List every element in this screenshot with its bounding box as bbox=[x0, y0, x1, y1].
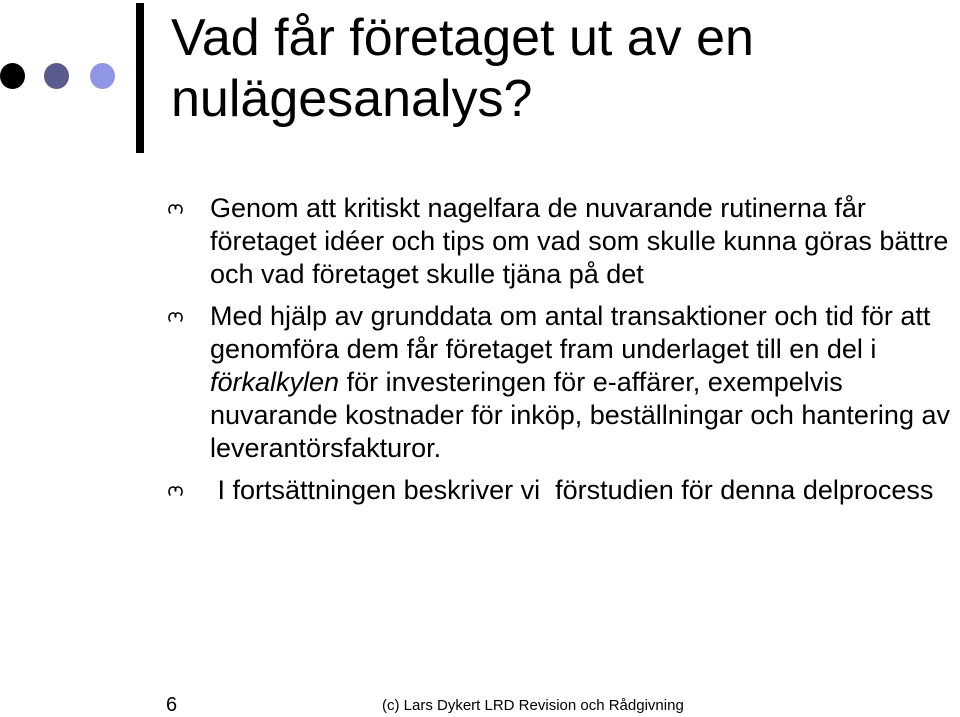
bullet-item bbox=[210, 300, 958, 465]
title-divider-bar bbox=[136, 3, 144, 153]
footer-copyright: (c) Lars Dykert LRD Revision och Rådgivning bbox=[382, 697, 684, 714]
dot-slate-icon bbox=[44, 63, 69, 89]
loop-bullet-icon bbox=[167, 310, 184, 324]
slide-title-line: Vad får företaget ut av en bbox=[171, 9, 754, 67]
decorative-dots bbox=[0, 63, 130, 89]
bullet-text: I fortsättningen beskriver vi förstudien för denna delprocess bbox=[210, 475, 934, 505]
bullet-text: Genom att kritiskt nagelfara de nuvarande rutinerna får företaget idéer och tips om vad som skulle kunna göras bättre och vad företaget skulle tjäna på det bbox=[210, 193, 956, 289]
bullet-text: för investeringen för e-affärer, exempelvis nuvarande kostnader för inköp, beställningar och hantering av leverantörsfakturor. bbox=[210, 367, 958, 463]
bullet-list bbox=[210, 192, 958, 516]
bullet-text: Med hjälp av grunddata om antal transaktioner och tid för att genomföra dem får företaget fram underlaget till en del i bbox=[210, 301, 938, 364]
bullet-item bbox=[210, 474, 955, 507]
loop-bullet-icon bbox=[167, 202, 184, 216]
bullet-item bbox=[210, 192, 955, 291]
slide-title-line: nulägesanalys? bbox=[171, 70, 533, 128]
bullet-text-italic: förkalkylen bbox=[210, 367, 340, 397]
slide-title bbox=[171, 8, 951, 130]
dot-black-icon bbox=[0, 63, 25, 89]
dot-periwinkle-icon bbox=[90, 63, 115, 89]
loop-bullet-icon bbox=[167, 484, 184, 498]
page-number: 6 bbox=[166, 694, 178, 716]
